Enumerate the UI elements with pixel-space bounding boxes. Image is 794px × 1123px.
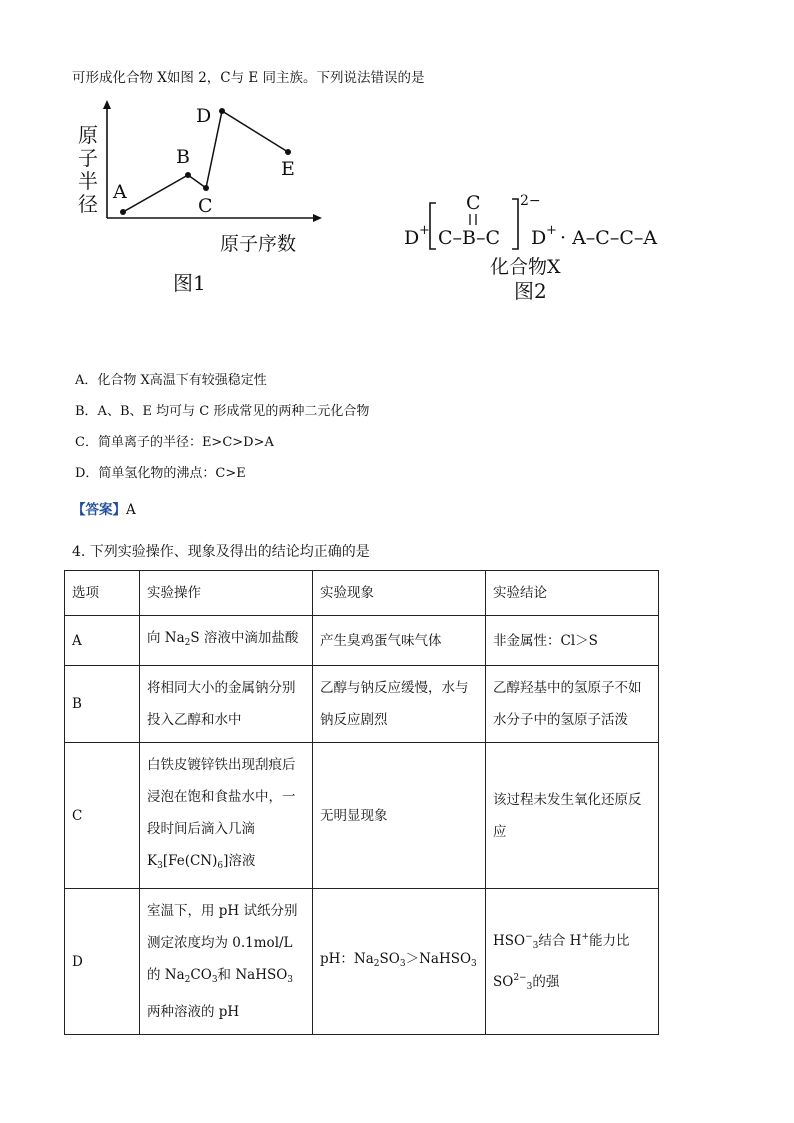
y-axis-arrow <box>103 100 111 109</box>
option-a: A．化合物 X高温下有较强稳定性 <box>75 373 267 388</box>
row-option: C <box>65 743 140 889</box>
experiment-table <box>64 570 659 1035</box>
label-b: B <box>176 146 190 168</box>
figure-2-compound-structure <box>400 185 690 305</box>
table-row <box>65 889 659 1035</box>
left-bracket <box>430 203 436 249</box>
chain-formula: · A–C–C–A <box>560 227 658 249</box>
table-row <box>65 616 659 666</box>
figure-1-radius-chart <box>70 100 340 300</box>
answer <box>72 498 136 518</box>
answer-value: A <box>126 502 136 518</box>
row-option: D <box>65 889 140 1035</box>
cation-d-left: D <box>404 227 420 249</box>
label-c: C <box>198 195 213 217</box>
ylabel-char: 径 <box>78 192 98 216</box>
answer-tag: 【答案】 <box>72 502 126 518</box>
ylabel-char: 子 <box>78 146 98 170</box>
question-4-title: 4. 下列实验操作、现象及得出的结论均正确的是 <box>72 544 370 560</box>
right-bracket <box>512 199 518 249</box>
label-d: D <box>196 105 212 127</box>
row-conclusion: $HSO^-_3$结合 H+能力比 $SO^{2-}_3$的强 <box>486 889 659 1035</box>
header-phenomenon: 实验现象 <box>313 571 486 616</box>
row-operation: 向 $Na_2S$ 溶液中滴加盐酸 <box>140 616 313 666</box>
anion-skeleton: C–B–C <box>438 227 501 249</box>
row-phenomenon: 乙醇与钠反应缓慢，水与钠反应剧烈 <box>313 666 486 743</box>
point-e <box>285 149 291 155</box>
x-axis-arrow <box>313 214 322 222</box>
cation-charge-right: + <box>546 223 557 238</box>
row-conclusion: 该过程未发生氧化还原反应 <box>486 743 659 889</box>
x-axis-label: 原子序数 <box>220 233 297 255</box>
ylabel-char: 原 <box>78 123 98 147</box>
cation-d-right: D <box>531 227 547 249</box>
label-e: E <box>281 158 295 180</box>
table-row <box>65 666 659 743</box>
header-conclusion: 实验结论 <box>486 571 659 616</box>
row-option: A <box>65 616 140 666</box>
top-carbon: C <box>466 192 481 214</box>
table-header-row <box>65 571 659 616</box>
option-c: C．简单离子的半径：E>C>D>A <box>75 435 274 450</box>
compound-name: 化合物X <box>490 256 561 278</box>
figure-1-caption: 图1 <box>173 271 206 295</box>
row-option: B <box>65 666 140 743</box>
anion-charge: 2− <box>520 193 541 209</box>
question-intro: 可形成化合物 X如图 2，C与 E 同主族。下列说法错误的是 <box>72 70 425 86</box>
row-operation: 室温下，用 pH 试纸分别测定浓度均为 0.1mol/L 的 $Na_2CO_3$和 NaHSO$_3$两种溶液的 pH <box>140 889 313 1035</box>
ylabel-char: 半 <box>78 169 98 193</box>
point-c <box>203 185 209 191</box>
row-phenomenon: 产生臭鸡蛋气味气体 <box>313 616 486 666</box>
row-phenomenon: pH：$Na_2SO_3>NaHSO_3$ <box>313 889 486 1035</box>
option-b: B．A、B、E 均可与 C 形成常见的两种二元化合物 <box>75 404 370 419</box>
figure-2-caption: 图2 <box>514 279 547 303</box>
option-d: D．简单氢化物的沸点：C>E <box>75 466 246 481</box>
label-a: A <box>113 181 127 203</box>
cation-charge-left: + <box>419 223 430 238</box>
header-option: 选项 <box>65 571 140 616</box>
row-conclusion: 乙醇羟基中的氢原子不如水分子中的氢原子活泼 <box>486 666 659 743</box>
table-row <box>65 743 659 889</box>
header-operation: 实验操作 <box>140 571 313 616</box>
row-operation: 将相同大小的金属钠分别投入乙醇和水中 <box>140 666 313 743</box>
point-a <box>120 209 126 215</box>
point-b <box>185 172 191 178</box>
row-phenomenon: 无明显现象 <box>313 743 486 889</box>
point-d <box>219 108 225 114</box>
row-operation: 白铁皮镀锌铁出现刮痕后浸泡在饱和食盐水中，一段时间后滴入几滴$K_3[Fe(CN)_6]$溶液 <box>140 743 313 889</box>
row-conclusion: 非金属性：Cl＞S <box>486 616 659 666</box>
